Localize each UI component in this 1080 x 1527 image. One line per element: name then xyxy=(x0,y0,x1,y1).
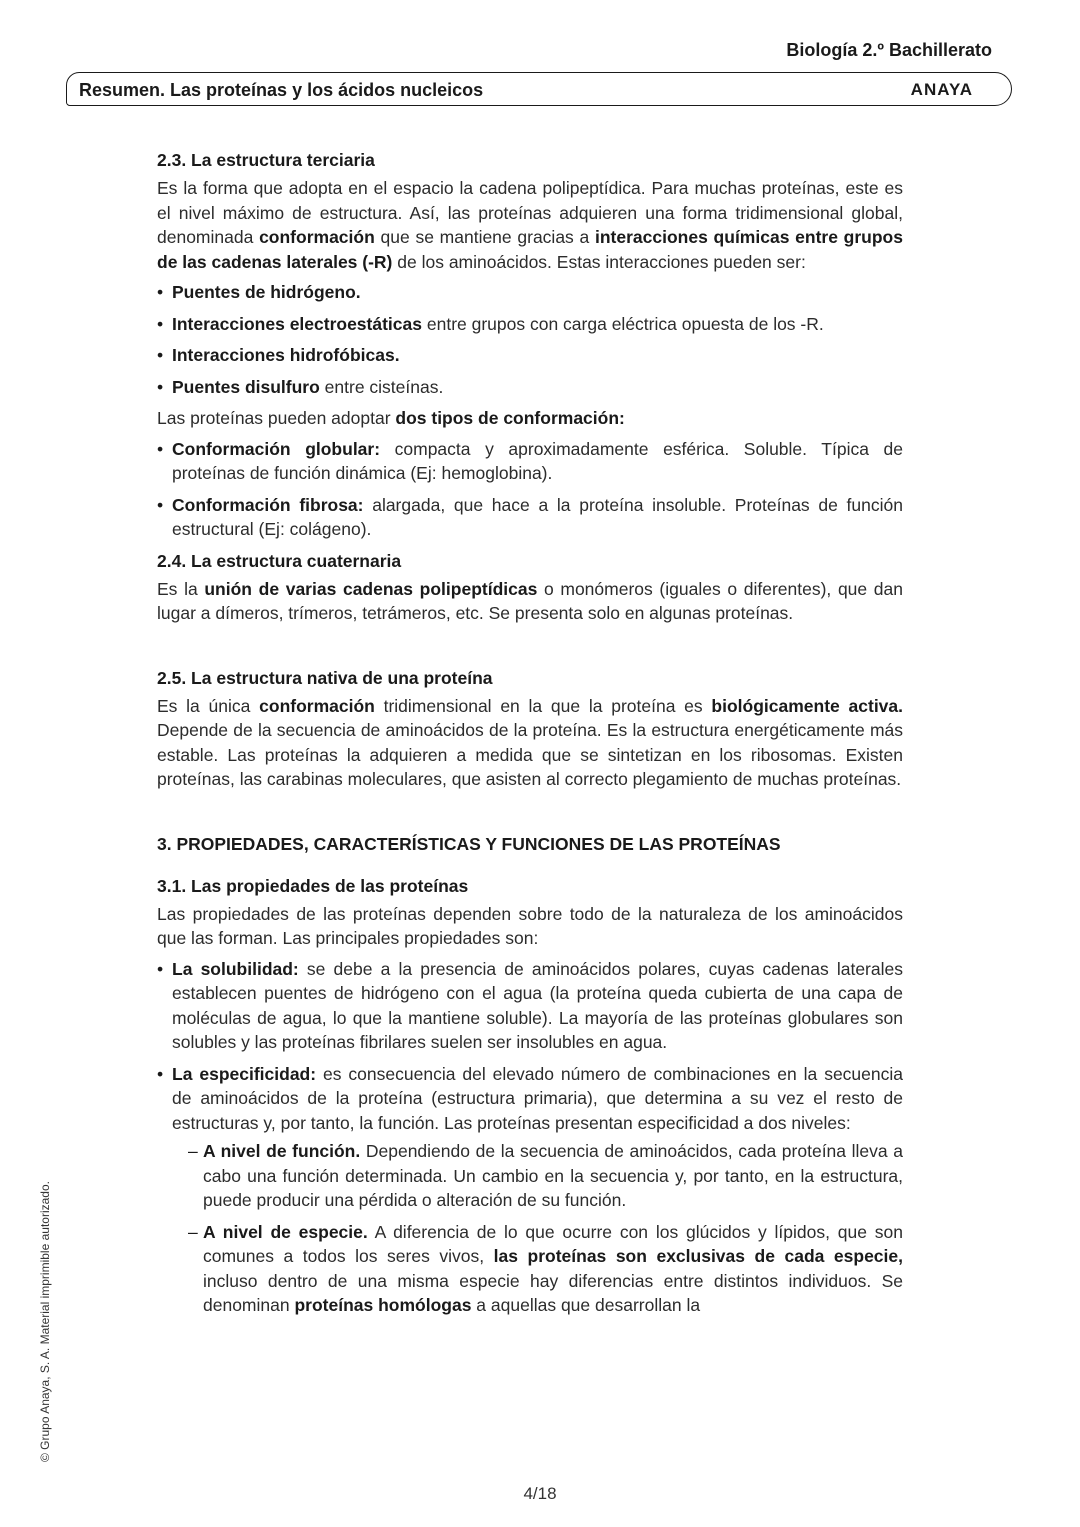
section-heading-3: 3. PROPIEDADES, CARACTERÍSTICAS Y FUNCIONES DE LAS PROTEÍNAS xyxy=(157,833,781,854)
bold-text: La especificidad: xyxy=(172,1063,317,1084)
bold-text: Puentes de hidrógeno. xyxy=(172,282,361,302)
list-item xyxy=(157,437,903,486)
page-number: 4/18 xyxy=(523,1484,557,1503)
text: a aquellas que desarrollan la xyxy=(471,1295,701,1315)
page-content xyxy=(157,148,903,1325)
list-item xyxy=(157,280,903,305)
text: entre cisteínas. xyxy=(319,376,444,397)
list-item xyxy=(157,493,903,542)
section-heading-2-5: 2.5. La estructura nativa de una proteína xyxy=(157,667,493,688)
text: entre grupos con carga eléctrica opuesta de los -R. xyxy=(422,313,824,334)
bold-text: dos tipos de conformación: xyxy=(395,408,625,428)
text: tridimensional en la que la proteína es xyxy=(374,695,712,716)
bold-text: biológicamente activa. xyxy=(711,695,904,716)
text: incluso dentro de una misma especie hay diferencias entre distintos individuos. Se denominan xyxy=(203,1270,903,1315)
properties-list xyxy=(157,957,903,1318)
publisher-logo: ANAYA xyxy=(910,80,973,99)
list-item xyxy=(188,1220,903,1318)
text: es consecuencia del elevado número de combinaciones en la secuencia de aminoácidos de la proteína (estructura primaria), que determina a su vez el resto de estructuras y, por tanto, la función. Las proteínas presentan especificidad a dos niveles: xyxy=(172,1063,903,1133)
section-heading-3-1: 3.1. Las propiedades de las proteínas xyxy=(157,875,469,896)
bold-text: A nivel de especie. xyxy=(203,1221,368,1242)
course-label: Biología 2.º Bachillerato xyxy=(786,40,992,60)
bold-text: las proteínas son exclusivas de cada especie, xyxy=(493,1246,903,1266)
bold-text: interacciones químicas entre grupos de las cadenas laterales (-R) xyxy=(157,227,903,272)
interactions-list xyxy=(157,280,903,399)
text: o monómeros (iguales o diferentes), que dan lugar a dímeros, trímeros, tetrámeros, etc. Se presenta solo en algunas proteínas. xyxy=(157,578,903,623)
text: Dependiendo de la secuencia de aminoácidos, cada proteína lleva a cabo una función determinada. Un cambio en la secuencia y, por tanto, en la estructura, puede producir una pérdida o alteración de su función. xyxy=(203,1141,904,1210)
list-item xyxy=(157,312,903,337)
text: que se mantiene gracias a xyxy=(374,227,595,247)
header-banner xyxy=(66,72,1012,106)
list-item xyxy=(157,957,903,1055)
bold-text: conformación xyxy=(259,227,375,247)
text: Es la forma que adopta en el espacio la cadena polipeptídica. Para muchas proteínas, este es el nivel máximo de estructura. Así, las proteínas adquieren una forma tridimensional global, denominada xyxy=(157,178,903,247)
bold-text: Interacciones electroestáticas xyxy=(172,313,422,334)
text: A diferencia de lo que ocurre con los glúcidos y lípidos, que son comunes a todos los seres vivos, xyxy=(203,1221,903,1266)
list-item xyxy=(157,375,903,400)
list-item xyxy=(157,343,903,368)
bold-text: Puentes disulfuro xyxy=(172,376,320,397)
bold-text: proteínas homólogas xyxy=(294,1295,472,1315)
bold-text: Conformación fibrosa: xyxy=(172,494,364,515)
list-item xyxy=(157,1062,903,1318)
text: Las proteínas pueden adoptar xyxy=(157,408,396,428)
document-title: Resumen. Las proteínas y los ácidos nucleicos xyxy=(79,80,484,100)
paragraph xyxy=(157,406,903,431)
text: compacta y aproximadamente esférica. Soluble. Típica de proteínas de función dinámica (Ej: hemoglobina). xyxy=(172,438,903,483)
bold-text: Interacciones hidrofóbicas. xyxy=(172,345,400,365)
copyright-notice: © Grupo Anaya, S. A. Material imprimible autorizado. xyxy=(38,1181,52,1462)
text: alargada, que hace a la proteína insoluble. Proteínas de función estructural (Ej: colágeno). xyxy=(172,494,903,539)
bold-text: unión de varias cadenas polipeptídicas xyxy=(204,578,538,599)
text: Es la xyxy=(157,578,205,599)
paragraph xyxy=(157,577,903,626)
text: Es la única xyxy=(157,695,260,716)
list-item xyxy=(188,1139,903,1213)
paragraph xyxy=(157,176,903,274)
bold-text: La solubilidad: xyxy=(172,958,299,979)
paragraph: Las propiedades de las proteínas dependen sobre todo de la naturaleza de los aminoácidos que las forman. Las principales propiedades son: xyxy=(157,903,903,948)
paragraph xyxy=(157,694,903,792)
section-heading-2-4: 2.4. La estructura cuaternaria xyxy=(157,550,402,571)
bold-text: A nivel de función. xyxy=(203,1141,361,1161)
conformation-list xyxy=(157,437,903,542)
text: se debe a la presencia de aminoácidos polares, cuyas cadenas laterales establecen puentes de hidrógeno con el agua (la proteína queda cubierta de una capa de moléculas de agua, lo que la mantiene soluble). La mayoría de las proteínas globulares son solubles y las proteínas fibrilares suelen ser insolubles en agua. xyxy=(172,958,903,1052)
text: de los aminoácidos. Estas interacciones pueden ser: xyxy=(392,251,806,272)
specificity-sublist xyxy=(188,1139,903,1318)
section-heading-2-3: 2.3. La estructura terciaria xyxy=(157,150,375,170)
bold-text: Conformación globular: xyxy=(172,438,381,459)
bold-text: conformación xyxy=(259,695,375,716)
text: Depende de la secuencia de aminoácidos de la proteína. Es la estructura energéticamente más estable. Las proteínas la adquieren a medida que se sintetizan en los ribosomas. Existen proteínas, las carabinas moleculares, que asisten al correcto plegamiento de muchas proteínas. xyxy=(157,720,903,789)
